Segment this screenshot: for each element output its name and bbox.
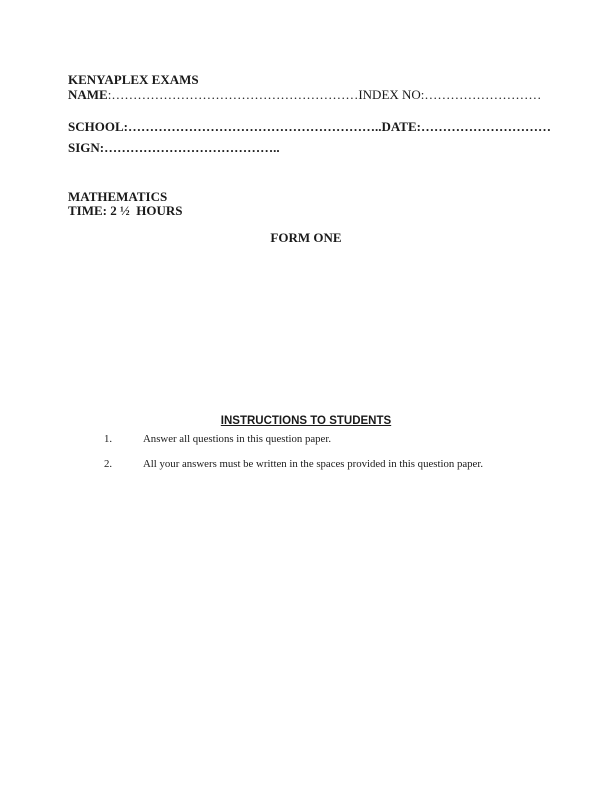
- school-dots: …………………………………………………..: [127, 119, 382, 134]
- date-dots: …………………………: [420, 119, 551, 134]
- instruction-text: All your answers must be written in the spaces provided in this question paper.: [143, 458, 484, 470]
- instruction-number: 1.: [104, 433, 113, 445]
- form-level-title: FORM ONE: [270, 230, 342, 245]
- name-index-line: [68, 87, 552, 102]
- name-label: NAME: [68, 87, 108, 102]
- instruction-item: [104, 433, 552, 446]
- exam-duration: TIME: 2 ½ HOURS: [68, 203, 183, 218]
- instruction-item: [104, 458, 552, 471]
- index-no-dots: ………………………: [424, 87, 542, 102]
- sign-dots: …………………………………..: [104, 140, 280, 155]
- sign-line: [68, 140, 552, 155]
- instructions-heading: INSTRUCTIONS TO STUDENTS: [220, 415, 392, 427]
- instruction-text: Answer all questions in this question paper.: [143, 433, 332, 445]
- school-label: SCHOOL:: [68, 119, 128, 134]
- exam-board-title: KENYAPLEX EXAMS: [68, 72, 199, 87]
- instruction-number: 2.: [104, 458, 113, 470]
- subject-title: MATHEMATICS: [68, 189, 168, 204]
- name-dots: :…………………………………………………: [107, 87, 359, 102]
- index-no-label: INDEX NO:: [358, 87, 425, 102]
- sign-label: SIGN:: [68, 140, 105, 155]
- date-label: DATE:: [381, 119, 421, 134]
- school-date-line: [68, 119, 552, 134]
